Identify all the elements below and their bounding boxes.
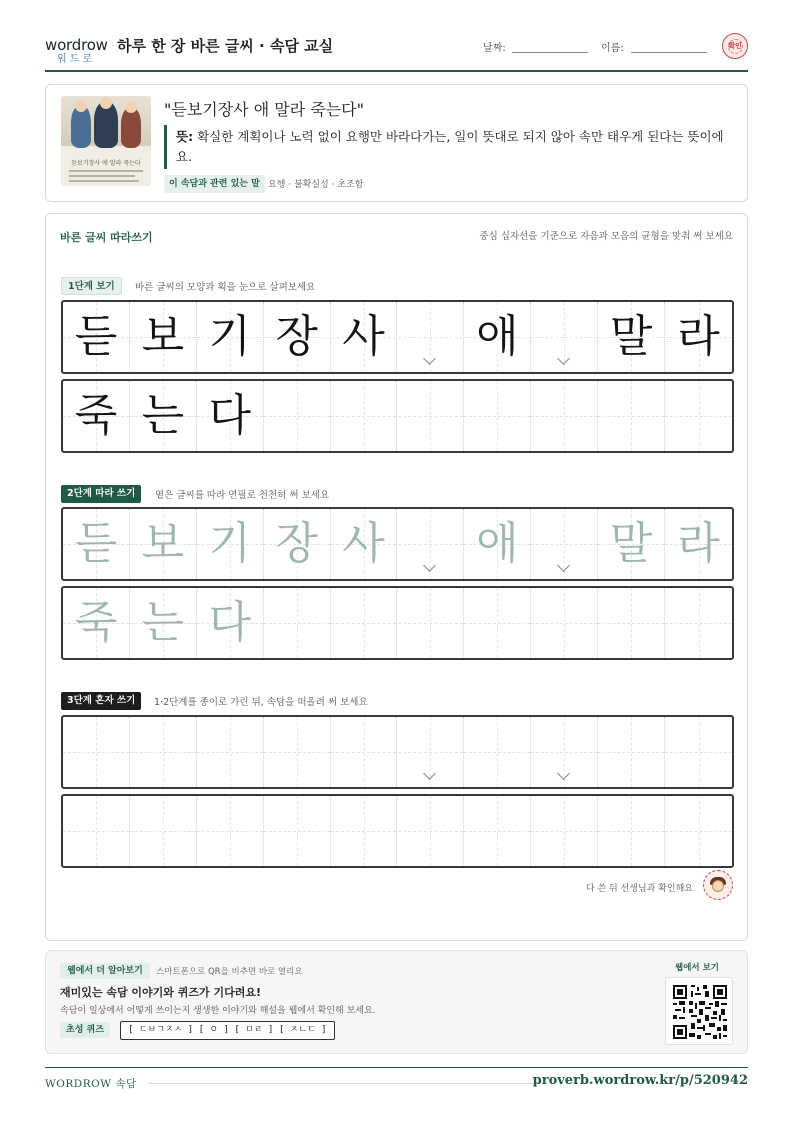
cell-character: 애 bbox=[476, 518, 519, 569]
writing-cell[interactable] bbox=[531, 717, 598, 787]
writing-cell bbox=[531, 381, 598, 451]
step1-row-1 bbox=[61, 300, 734, 374]
writing-cell[interactable] bbox=[264, 588, 331, 658]
writing-cell bbox=[665, 302, 732, 372]
related-words-tag: 이 속담과 관련 있는 말 bbox=[164, 175, 265, 193]
writing-cell[interactable] bbox=[197, 717, 264, 787]
writing-cell bbox=[531, 302, 598, 372]
cell-character: 듣 bbox=[74, 311, 118, 362]
practice-panel bbox=[45, 213, 748, 941]
qr-code[interactable] bbox=[665, 977, 733, 1045]
meaning-label: 뜻: bbox=[176, 129, 194, 144]
writing-cell[interactable] bbox=[130, 717, 197, 787]
writing-cell[interactable] bbox=[63, 588, 130, 658]
proverb-illustration bbox=[61, 96, 151, 186]
cell-character: 라 bbox=[677, 311, 720, 362]
writing-cell bbox=[130, 302, 197, 372]
logo-subtitle: 워드로 bbox=[57, 54, 95, 65]
cell-character: 애 bbox=[476, 311, 519, 362]
cell-character: 는 bbox=[141, 390, 185, 441]
writing-cell[interactable] bbox=[331, 717, 398, 787]
writing-cell bbox=[331, 302, 398, 372]
space-mark-icon bbox=[424, 561, 436, 573]
cell-character: 말 bbox=[609, 518, 653, 569]
step1-row-2 bbox=[61, 379, 734, 453]
writing-cell[interactable] bbox=[264, 717, 331, 787]
teacher-stamp-icon bbox=[703, 870, 733, 900]
step3-row-2[interactable] bbox=[61, 794, 734, 868]
writing-cell[interactable] bbox=[63, 717, 130, 787]
writing-cell[interactable] bbox=[331, 796, 398, 866]
page-header bbox=[45, 30, 748, 72]
writing-cell bbox=[264, 302, 331, 372]
writing-cell[interactable] bbox=[464, 588, 531, 658]
step3-desc: 1·2단계를 종이로 가린 뒤, 속담을 떠올려 써 보세요 bbox=[154, 697, 368, 708]
proverb-meaning bbox=[176, 127, 736, 167]
cell-character: 는 bbox=[141, 597, 185, 648]
space-mark-icon bbox=[424, 769, 436, 781]
footer-rule bbox=[148, 1083, 538, 1084]
footer-url[interactable]: proverb.wordrow.kr/p/520942 bbox=[532, 1073, 748, 1088]
writing-cell[interactable] bbox=[665, 796, 732, 866]
cell-character: 죽 bbox=[74, 597, 118, 648]
step1-badge: 1단계 보기 bbox=[61, 277, 122, 295]
space-mark-icon bbox=[558, 769, 570, 781]
initial-consonant-quiz: [ ㄷㅂㄱㅈㅅ ] [ ㅇ ] [ ㅁㄹ ] [ ㅈㄴㄷ ] bbox=[120, 1021, 335, 1040]
step3-badge: 3단계 혼자 쓰기 bbox=[61, 692, 141, 710]
web-more-tag: 웹에서 더 알아보기 bbox=[60, 963, 150, 979]
illustration-caption: 듣보기장사 애 말라 죽는다 bbox=[71, 160, 141, 167]
cell-character: 라 bbox=[677, 518, 720, 569]
cell-character: 보 bbox=[141, 311, 185, 362]
web-more-box bbox=[45, 950, 748, 1054]
web-headline: 재미있는 속담 이야기와 퀴즈가 기다려요! bbox=[60, 986, 261, 999]
writing-cell bbox=[63, 302, 130, 372]
writing-cell[interactable] bbox=[398, 588, 465, 658]
writing-cell bbox=[598, 302, 665, 372]
cell-character: 말 bbox=[609, 311, 653, 362]
name-field[interactable] bbox=[631, 52, 707, 53]
writing-cell bbox=[130, 381, 197, 451]
writing-cell[interactable] bbox=[531, 796, 598, 866]
writing-cell bbox=[665, 381, 732, 451]
writing-cell bbox=[464, 381, 531, 451]
writing-cell[interactable] bbox=[531, 588, 598, 658]
step3-row-1[interactable] bbox=[61, 715, 734, 789]
writing-cell[interactable] bbox=[331, 509, 398, 579]
cell-character: 다 bbox=[208, 597, 251, 648]
footer-divider bbox=[45, 1067, 748, 1068]
writing-cell[interactable] bbox=[665, 588, 732, 658]
writing-cell bbox=[398, 302, 465, 372]
writing-cell[interactable] bbox=[63, 509, 130, 579]
cell-character: 기 bbox=[208, 311, 251, 362]
writing-cell bbox=[398, 381, 465, 451]
quiz-label: 초성 퀴즈 bbox=[60, 1022, 110, 1038]
qr-code-icon bbox=[673, 985, 727, 1039]
writing-cell bbox=[598, 381, 665, 451]
worksheet-title: 하루 한 장 바른 글씨 · 속담 교실 bbox=[117, 37, 334, 55]
writing-cell[interactable] bbox=[464, 796, 531, 866]
space-mark-icon bbox=[558, 561, 570, 573]
footer-brand: WORDROW 속담 bbox=[45, 1078, 137, 1090]
writing-cell[interactable] bbox=[197, 588, 264, 658]
writing-cell bbox=[63, 381, 130, 451]
cell-character: 다 bbox=[208, 390, 251, 441]
cell-character: 사 bbox=[342, 311, 385, 362]
step1-desc: 바른 글씨의 모양과 획을 눈으로 살펴보세요 bbox=[135, 282, 316, 293]
wordrow-logo: wordrow bbox=[45, 36, 108, 54]
step2-desc: 옅은 글씨를 따라 연필로 천천히 써 보세요 bbox=[155, 490, 330, 501]
space-mark-icon bbox=[424, 354, 436, 366]
writing-cell[interactable] bbox=[665, 717, 732, 787]
writing-cell[interactable] bbox=[197, 796, 264, 866]
writing-cell[interactable] bbox=[665, 509, 732, 579]
writing-cell[interactable] bbox=[398, 717, 465, 787]
step2-row-2[interactable] bbox=[61, 586, 734, 660]
writing-cell[interactable] bbox=[531, 509, 598, 579]
practice-hint: 중심 십자선을 기준으로 자음과 모음의 균형을 맞춰 써 보세요 bbox=[479, 231, 733, 242]
stamp-label: 확인 bbox=[728, 42, 742, 50]
writing-cell[interactable] bbox=[398, 796, 465, 866]
cell-character: 듣 bbox=[74, 518, 118, 569]
proverb-title: "듣보기장사 애 말라 죽는다" bbox=[164, 100, 364, 119]
web-body: 속담이 일상에서 어떻게 쓰이는지 생생한 이야기와 해설을 웹에서 확인해 보세요. bbox=[60, 1006, 376, 1016]
cell-character: 기 bbox=[208, 518, 251, 569]
cell-character: 장 bbox=[275, 518, 318, 569]
writing-cell bbox=[197, 302, 264, 372]
cell-character: 보 bbox=[141, 518, 185, 569]
writing-cell[interactable] bbox=[598, 509, 665, 579]
writing-cell[interactable] bbox=[197, 509, 264, 579]
step2-row-1[interactable] bbox=[61, 507, 734, 581]
date-field[interactable] bbox=[512, 52, 588, 53]
writing-cell[interactable] bbox=[331, 588, 398, 658]
step2-badge: 2단계 따라 쓰기 bbox=[61, 485, 141, 503]
qr-label: 웹에서 보기 bbox=[674, 963, 719, 973]
done-note: 다 쓴 뒤 선생님과 확인해요 bbox=[585, 884, 693, 894]
writing-cell[interactable] bbox=[130, 509, 197, 579]
writing-cell[interactable] bbox=[464, 509, 531, 579]
writing-cell[interactable] bbox=[63, 796, 130, 866]
writing-cell[interactable] bbox=[398, 509, 465, 579]
space-mark-icon bbox=[558, 354, 570, 366]
writing-cell[interactable] bbox=[598, 717, 665, 787]
writing-cell[interactable] bbox=[598, 796, 665, 866]
practice-title: 바른 글씨 따라쓰기 bbox=[60, 231, 153, 244]
writing-cell[interactable] bbox=[264, 509, 331, 579]
writing-cell[interactable] bbox=[130, 588, 197, 658]
writing-cell[interactable] bbox=[598, 588, 665, 658]
date-label: 날짜: bbox=[483, 43, 506, 54]
name-label: 이름: bbox=[601, 43, 624, 54]
cell-character: 장 bbox=[275, 311, 318, 362]
cell-character: 죽 bbox=[74, 390, 118, 441]
writing-cell bbox=[197, 381, 264, 451]
related-words: 요행 · 불확실성 · 초조함 bbox=[268, 180, 364, 190]
writing-cell bbox=[331, 381, 398, 451]
writing-cell[interactable] bbox=[464, 717, 531, 787]
cell-character: 사 bbox=[342, 518, 385, 569]
web-more-desc: 스마트폰으로 QR을 비추면 바로 열리요 bbox=[156, 967, 303, 977]
writing-cell[interactable] bbox=[264, 796, 331, 866]
writing-cell[interactable] bbox=[130, 796, 197, 866]
meaning-accent-bar bbox=[164, 125, 167, 169]
proverb-card bbox=[45, 84, 748, 202]
writing-cell bbox=[464, 302, 531, 372]
writing-cell bbox=[264, 381, 331, 451]
check-stamp-icon bbox=[722, 33, 748, 59]
meaning-text: 확실한 계획이나 노력 없이 요행만 바라다가는, 일이 뜻대로 되지 않아 속만 태우게 된다는 뜻이에요. bbox=[176, 129, 724, 164]
